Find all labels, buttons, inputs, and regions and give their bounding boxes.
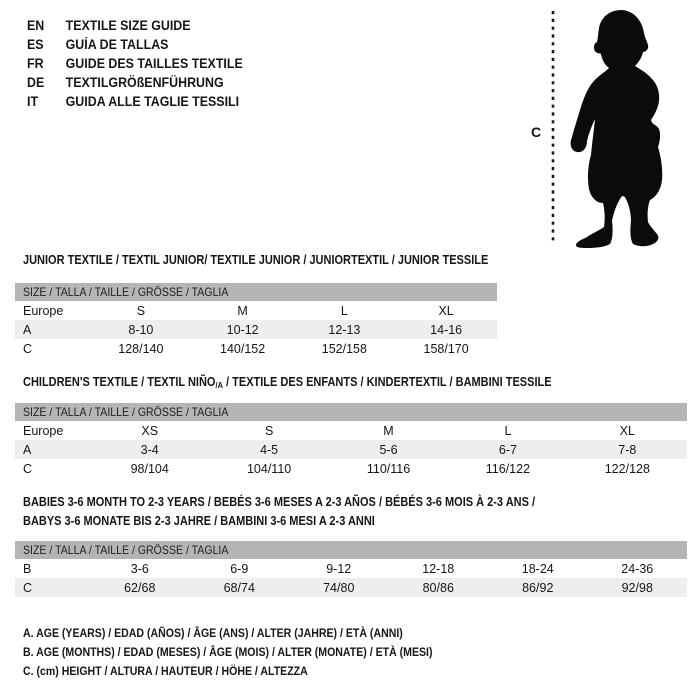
row-label: A: [23, 322, 32, 337]
table-row-age: [15, 440, 687, 459]
lang-row-de: [27, 73, 262, 92]
row-label: Europe: [23, 303, 64, 318]
value-cell: 5-6: [379, 442, 398, 457]
value-cell: 140/152: [220, 341, 266, 356]
value-cell: 86/92: [522, 580, 554, 595]
table-row-height: [15, 578, 687, 597]
table-row-height: [15, 459, 687, 478]
legend: [23, 624, 488, 681]
row-label: B: [23, 561, 32, 576]
value-cell: 92/98: [621, 580, 653, 595]
value-cell: 116/122: [485, 461, 531, 476]
figure-svg: [518, 4, 700, 256]
table-row-sizes: [15, 421, 687, 440]
value-cell: 152/158: [321, 341, 367, 356]
size-cell: XL: [619, 423, 635, 438]
value-cell: 10-12: [226, 322, 259, 337]
row-label: C: [23, 341, 33, 356]
table-row-age: [15, 320, 497, 339]
value-cell: 128/140: [118, 341, 164, 356]
value-cell: 98/104: [130, 461, 169, 476]
height-label: C: [530, 124, 542, 140]
value-cell: 80/86: [422, 580, 454, 595]
lang-row-fr: [27, 54, 262, 73]
lang-title: TEXTILE SIZE GUIDE: [65, 18, 191, 33]
size-cell: L: [340, 303, 348, 318]
value-cell: 8-10: [128, 322, 154, 337]
value-cell: 104/110: [246, 461, 292, 476]
value-cell: 3-6: [130, 561, 149, 576]
lang-code: DE: [27, 75, 45, 90]
value-cell: 110/116: [366, 461, 411, 476]
language-title-list: [27, 16, 262, 111]
row-label: C: [23, 461, 33, 476]
value-cell: 68/74: [223, 580, 255, 595]
value-cell: 7-8: [618, 442, 637, 457]
row-label: C: [23, 580, 33, 595]
junior-table: [15, 283, 497, 358]
lang-title: GUÍA DE TALLAS: [65, 37, 169, 52]
value-cell: 24-36: [621, 561, 654, 576]
value-cell: 3-4: [140, 442, 159, 457]
value-cell: 74/80: [323, 580, 355, 595]
legend-line-c: C. (cm) HEIGHT / ALTURA / HAUTEUR / HÖHE / ALTEZZA: [23, 664, 308, 678]
value-cell: 14-16: [430, 322, 463, 337]
table-row-height: [15, 339, 497, 358]
value-cell: 122/128: [604, 461, 650, 476]
children-table-title: CHILDREN'S TEXTILE / TEXTIL NIÑO/A / TEXTILE DES ENFANTS / KINDERTEXTIL / BAMBINI TESSILE: [23, 375, 552, 390]
size-cell: L: [504, 423, 512, 438]
lang-row-it: [27, 92, 262, 111]
height-measure-figure: [518, 4, 700, 256]
lang-title: GUIDE DES TAILLES TEXTILE: [65, 56, 243, 71]
babies-table: [15, 541, 687, 597]
lang-code: FR: [27, 56, 44, 71]
value-cell: 6-7: [498, 442, 517, 457]
size-cell: M: [383, 423, 394, 438]
value-cell: 62/68: [124, 580, 156, 595]
legend-line-b: B. AGE (MONTHS) / EDAD (MESES) / ÂGE (MOIS) / ALTER (MONATE) / ETÀ (MESI): [23, 645, 433, 659]
row-label: Europe: [23, 423, 64, 438]
lang-title: GUIDA ALLE TAGLIE TESSILI: [65, 94, 240, 109]
value-cell: 6-9: [230, 561, 249, 576]
lang-title: TEXTILGRÖßENFÜHRUNG: [65, 75, 224, 90]
size-header-bar: SIZE / TALLA / TAILLE / GRÖSSE / TAGLIA: [15, 541, 687, 559]
value-cell: 158/170: [423, 341, 469, 356]
legend-line-a: A. AGE (YEARS) / EDAD (AÑOS) / ÂGE (ANS) / ALTER (JAHRE) / ETÀ (ANNI): [23, 626, 403, 640]
size-cell: S: [136, 303, 146, 318]
nino-a-subscript: /A: [215, 380, 223, 390]
size-cell: XL: [438, 303, 454, 318]
size-header-bar: SIZE / TALLA / TAILLE / GRÖSSE / TAGLIA: [15, 403, 687, 421]
lang-code: IT: [27, 94, 39, 109]
babies-table-title: BABIES 3-6 MONTH TO 2-3 YEARS / BEBÉS 3-6 MESES A 2-3 AÑOS / BÉBÉS 3-6 MOIS À 2-3 ANS / BABYS 3-6 MONATE BIS 2-3 JAHRE / BAMBINI 3-6 MESI A 2-3 ANNI: [23, 495, 536, 528]
value-cell: 12-13: [328, 322, 361, 337]
lang-code: ES: [27, 37, 44, 52]
size-cell: S: [264, 423, 274, 438]
table-row-sizes: [15, 301, 497, 320]
value-cell: 9-12: [326, 561, 352, 576]
value-cell: 18-24: [521, 561, 554, 576]
lang-row-es: [27, 35, 262, 54]
table-row-age-months: [15, 559, 687, 578]
size-cell: XS: [141, 423, 159, 438]
size-cell: M: [237, 303, 248, 318]
lang-row-en: [27, 16, 262, 35]
value-cell: 12-18: [422, 561, 455, 576]
children-table: [15, 403, 687, 478]
value-cell: 4-5: [260, 442, 279, 457]
toddler-silhouette-icon: [571, 10, 663, 248]
row-label: A: [23, 442, 32, 457]
junior-table-title: JUNIOR TEXTILE / TEXTIL JUNIOR/ TEXTILE JUNIOR / JUNIORTEXTIL / JUNIOR TESSILE: [23, 253, 489, 267]
size-header-bar: SIZE / TALLA / TAILLE / GRÖSSE / TAGLIA: [15, 283, 497, 301]
lang-code: EN: [27, 18, 45, 33]
